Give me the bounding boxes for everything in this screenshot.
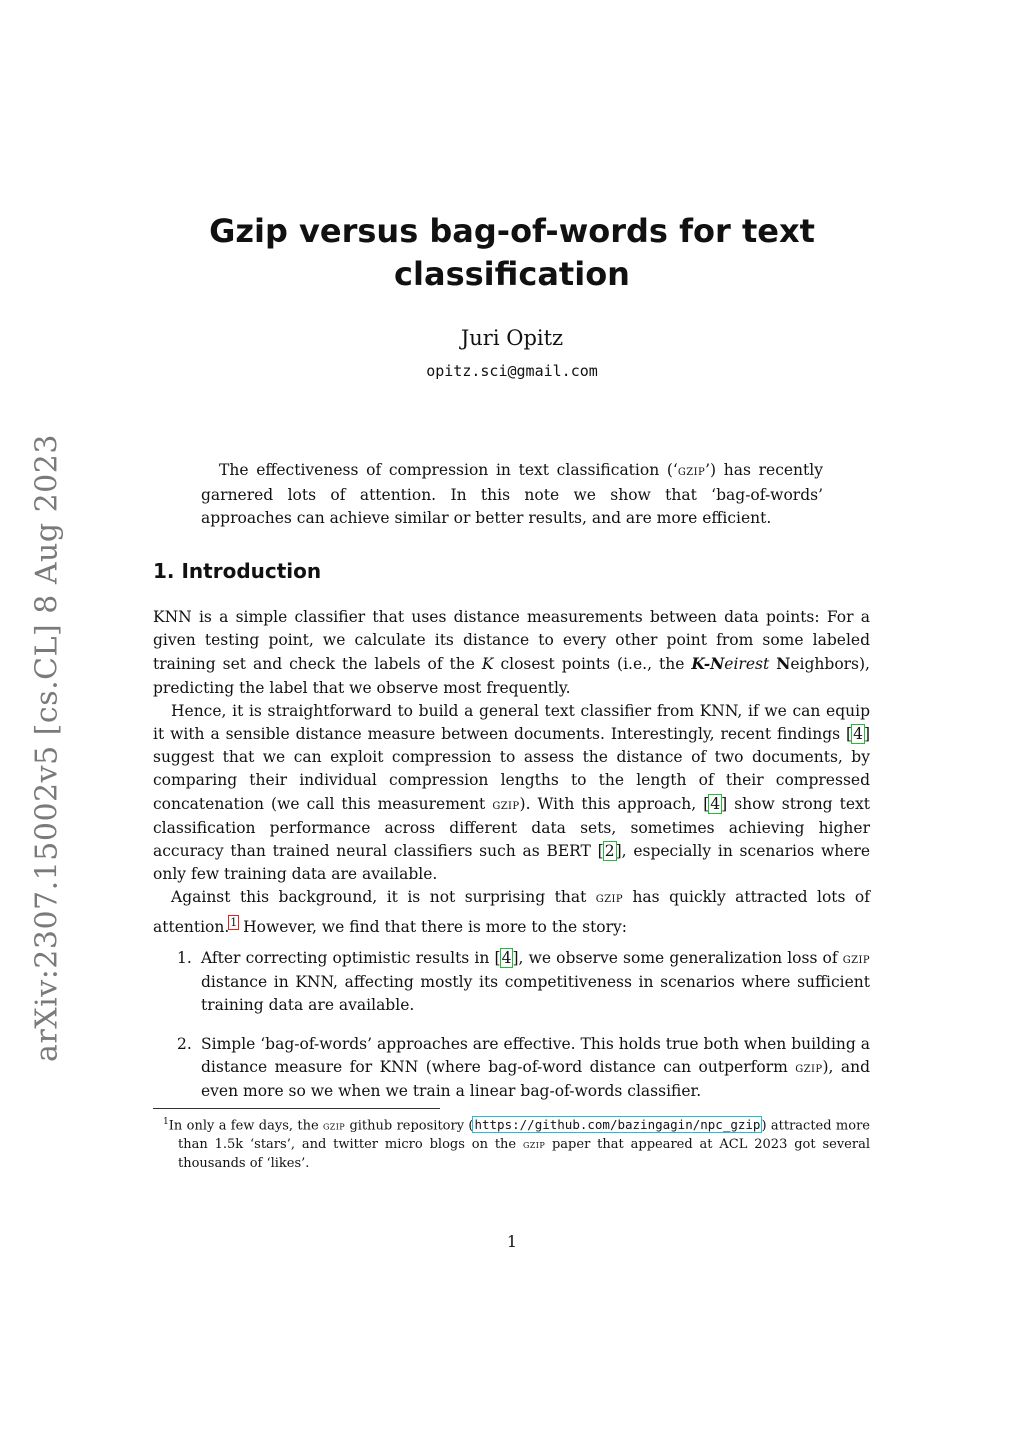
- page-number: 1: [506, 1232, 518, 1251]
- gzip-term: gzip: [595, 890, 623, 907]
- footnote-link[interactable]: 1: [230, 915, 238, 929]
- citation-link[interactable]: 4: [710, 794, 721, 813]
- paragraph-knn: KNN is a simple classifier that uses distance measurements between data points: For a given testing point, we calculate its distance to every other point from some labeled training set and check the labels of the K closest points (i.e., the K-Neirest Neighbors), predicting the label that we observe most frequently.: [153, 608, 870, 697]
- footnote-divider: [153, 1108, 440, 1109]
- citation-link[interactable]: 2: [604, 842, 615, 861]
- footnote: $^1$In only a few days, the gzip github repository (https://github.com/bazingagin/npc_gzip) attracted more than 1.5k ‘stars’, and twitter micro blogs on the gzip paper that appeared at ACL 2023 got several thousands of ‘likes’.: [163, 1117, 870, 1172]
- author-name: Juri Opitz: [460, 326, 564, 350]
- list-item: 2. Simple ‘bag-of-words’ approaches are effective. This holds true both when building a distance measure for KNN (where bag-of-word distance can outperform gzip), and even more so we when we train a linear bag-of-words classifier.: [177, 1034, 871, 1101]
- abstract-paragraph: The effectiveness of compression in text classification (‘gzip’) has recently garnered lots of attention. In this note we show that ‘bag-of-words’ approaches can achieve similar or better results, and are more efficient.: [201, 461, 823, 527]
- list-item: 1. After correcting optimistic results in [4], we observe some generalization loss of gzip distance in KNN, affecting mostly its competitiveness in scenarios where sufficient training data are available.: [177, 949, 870, 1015]
- paragraph-compression: Hence, it is straightforward to build a general text classifier from KNN, if we can equip it with a sensible distance measure between documents. Interestingly, recent findings [4] suggest that we can exploit compression to assess the distance of two documents, by comparing their individual compression lengths to the length of their compressed concatenation (we call this measurement gzip). With this approach, [4] show strong text classification performance across different data sets, sometimes achieving higher accuracy than trained neural classifiers such as BERT [2], especially in scenarios where only few training data are available.: [153, 701, 870, 884]
- citation-link[interactable]: 4: [853, 725, 863, 744]
- gzip-term: gzip: [795, 1059, 823, 1076]
- gzip-term: gzip: [677, 463, 706, 479]
- author-email: opitz.sci@gmail.com: [426, 362, 598, 380]
- findings-list: [153, 947, 870, 1103]
- paragraph-background: Against this background, it is not surprising that gzip has quickly attracted lots of attention.$^1$ However, we find that there is more to the story:: [153, 888, 870, 936]
- paper-title: Gzip versus bag-of-words for text classification: [209, 212, 815, 293]
- citation-link[interactable]: 4: [501, 949, 512, 967]
- arxiv-identifier-stamp: arXiv:2307.15002v5 [cs.CL] 8 Aug 2023: [29, 434, 65, 1062]
- gzip-term: gzip: [323, 1118, 346, 1133]
- section-heading-introduction: 1. Introduction: [153, 559, 322, 583]
- repository-url-link[interactable]: https://github.com/bazingagin/npc_gzip: [474, 1117, 761, 1133]
- gzip-term: gzip: [492, 796, 520, 813]
- abstract: [201, 459, 823, 531]
- gzip-term: gzip: [842, 951, 870, 967]
- introduction-body: [153, 606, 870, 1118]
- gzip-term: gzip: [523, 1137, 546, 1152]
